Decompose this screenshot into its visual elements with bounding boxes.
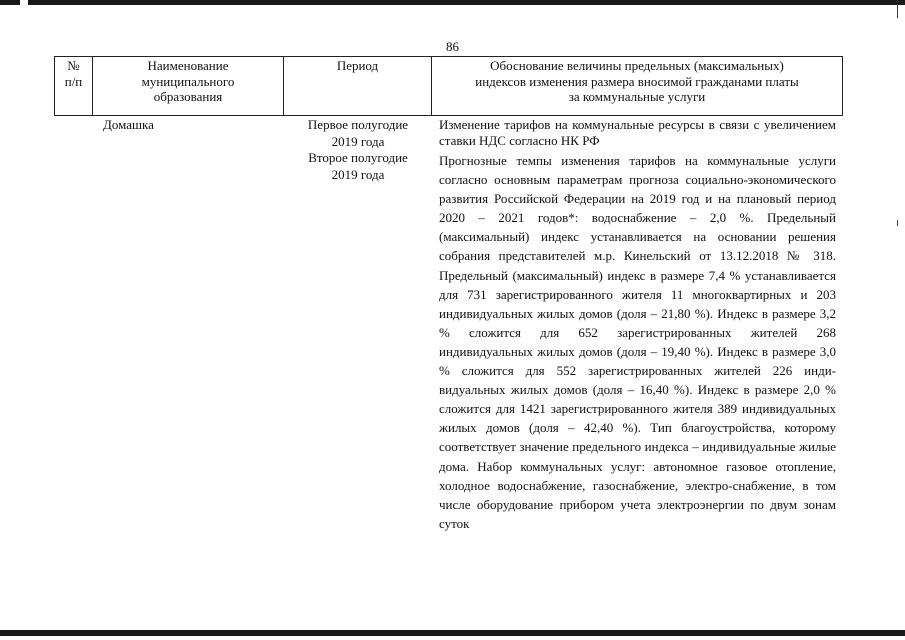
header-line: индексов изменения размера вносимой гражданами платы [475, 73, 799, 89]
top-border-gap [20, 0, 28, 5]
header-line: Наименование [147, 58, 229, 73]
header-line: образования [153, 89, 223, 104]
table-header [54, 56, 843, 116]
header-number-column [54, 57, 92, 115]
period-line: Второе полугодие [308, 150, 408, 165]
header-line: № [67, 58, 80, 73]
header-period-column [283, 57, 431, 115]
header-line: за коммунальные услуги [568, 89, 706, 104]
basis-paragraph-forecast: Прогнозные темпы изменения тарифов на коммунальные услуги согласно основным параметрам прогноза социально-экономического развития Российской Федерации на 2019 год и на плановый период 2020 – 2021 годов*: водоснабжение – 2,0 %. Предельный (максимальный) индекс устанавливается на основании решения собрания представителей м.р. Кинельский от 13.12.2018 № 318. Предельный (максимальный) индекс в размере 7,4 % устанавливается для 731 зарегистрированного жителя 11 многоквартирных и 203 индивидуальных жилых домов (доля – 21,80 %). Индекс в размере 3,2 % сложится для 652 зарегистрированных жителей 268 индивидуальных жилых домов (доля – 19,40 %). Индекс в размере 3,0 % сложится для 552 зарегистрированных жителей 226 инди-видуальных жилых домов (доля – 16,40 %). Индекс в размере 2,0 % сложится для 1421 зарегистрированного жителя 389 индивидуальных жилых домов (доля – 42,40 %). Тип благоустройства, которому соответствует значение предельного индекса – индивидуальные жилые дома. Набор коммунальных услуг: автономное газовое отопление, холодное водоснабжение, газоснабжение, электро-снабжение, в том числе оборудование прибором учета электроэнергии по двум зонам суток [439, 153, 836, 531]
basis-cell [439, 117, 836, 533]
top-scan-border [0, 0, 905, 5]
page-number: 86 [446, 39, 459, 54]
header-name-column [92, 57, 283, 115]
period-line: 2019 года [331, 166, 385, 182]
basis-paragraph-vat: Изменение тарифов на коммунальные ресурсы в связи с увеличением ставки НДС согласно НК РФ [439, 117, 836, 148]
header-line: муниципального [141, 73, 235, 89]
municipality-name: Домашка [103, 117, 154, 132]
header-line: Обоснование величины предельных (максимальных) [490, 58, 784, 73]
scan-edge-mark [897, 220, 898, 226]
header-line: Период [336, 58, 379, 73]
scan-edge-mark [897, 4, 898, 18]
bottom-scan-border [0, 630, 905, 636]
period-line: 2019 года [331, 133, 385, 149]
period-cell [284, 117, 432, 183]
header-line: п/п [64, 73, 83, 89]
header-basis-column [431, 57, 843, 115]
period-line: Первое полугодие [307, 117, 409, 132]
